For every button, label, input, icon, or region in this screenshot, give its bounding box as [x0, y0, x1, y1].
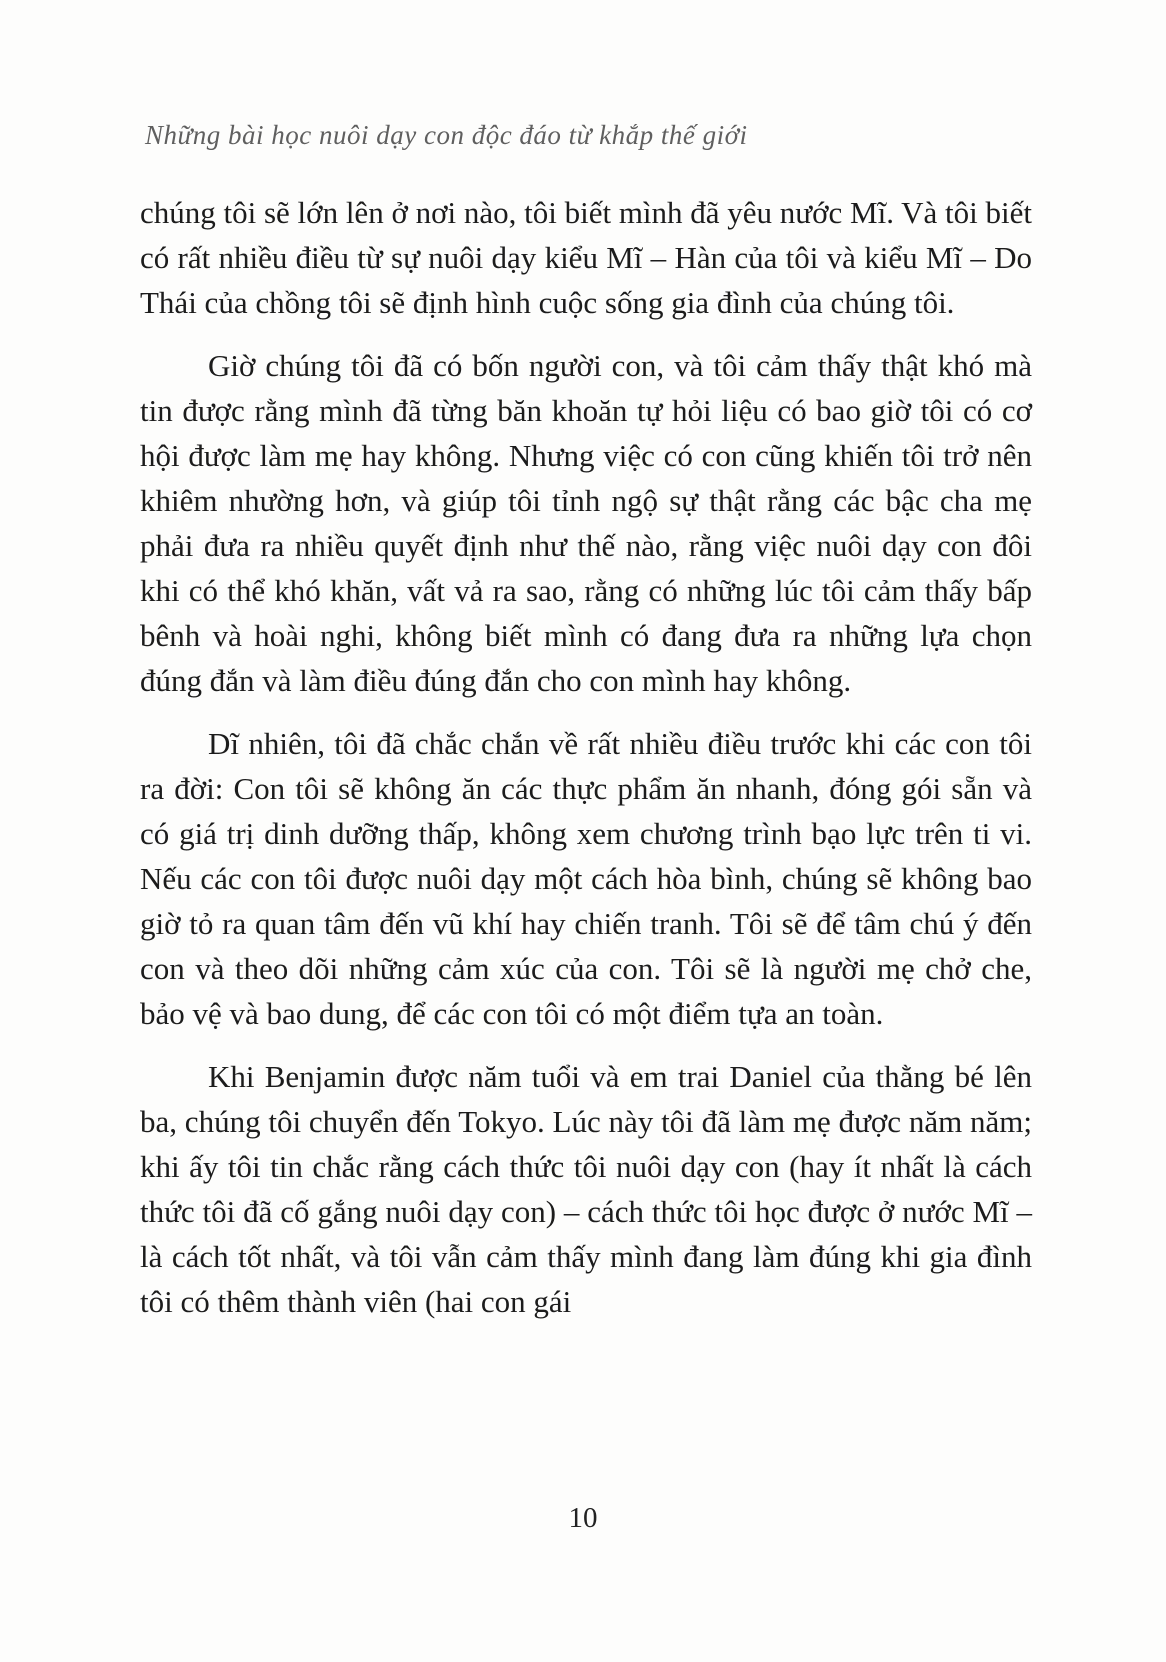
paragraph: Dĩ nhiên, tôi đã chắc chắn về rất nhiều điều trước khi các con tôi ra đời: Con tôi sẽ không ăn các thực phẩm ăn nhanh, đóng gói sẵn và có giá trị dinh dưỡng thấp, không xem chương trình bạo lực trên ti vi. Nếu các con tôi được nuôi dạy một cách hòa bình, chúng sẽ không bao giờ tỏ ra quan tâm đến vũ khí hay chiến tranh. Tôi sẽ để tâm chú ý đến con và theo dõi những cảm xúc của con. Tôi sẽ là người mẹ chở che, bảo vệ và bao dung, để các con tôi có một điểm tựa an toàn. [140, 726, 1032, 1031]
page-number: 10 [568, 1502, 598, 1534]
text-block [140, 190, 1032, 1342]
running-header: Những bài học nuôi dạy con độc đáo từ khắp thế giới [145, 120, 748, 150]
paragraph: Giờ chúng tôi đã có bốn người con, và tôi cảm thấy thật khó mà tin được rằng mình đã từng băn khoăn tự hỏi liệu có bao giờ tôi có cơ hội được làm mẹ hay không. Nhưng việc có con cũng khiến tôi trở nên khiêm nhường hơn, và giúp tôi tỉnh ngộ sự thật rằng các bậc cha mẹ phải đưa ra nhiều quyết định như thế nào, rằng việc nuôi dạy con đôi khi có thể khó khăn, vất vả ra sao, rằng có những lúc tôi cảm thấy bấp bênh và hoài nghi, không biết mình có đang đưa ra những lựa chọn đúng đắn và làm điều đúng đắn cho con mình hay không. [140, 348, 1032, 698]
paragraph: Khi Benjamin được năm tuổi và em trai Daniel của thằng bé lên ba, chúng tôi chuyển đến Tokyo. Lúc này tôi đã làm mẹ được năm năm; khi ấy tôi tin chắc rằng cách thức tôi nuôi dạy con (hay ít nhất là cách thức tôi đã cố gắng nuôi dạy con) – cách thức tôi học được ở nước Mĩ – là cách tốt nhất, và tôi vẫn cảm thấy mình đang làm đúng khi gia đình tôi có thêm thành viên (hai con gái [140, 1059, 1032, 1319]
paragraph-continuation: chúng tôi sẽ lớn lên ở nơi nào, tôi biết mình đã yêu nước Mĩ. Và tôi biết có rất nhiều điều từ sự nuôi dạy kiểu Mĩ – Hàn của tôi và kiểu Mĩ – Do Thái của chồng tôi sẽ định hình cuộc sống gia đình của chúng tôi. [140, 195, 1032, 320]
